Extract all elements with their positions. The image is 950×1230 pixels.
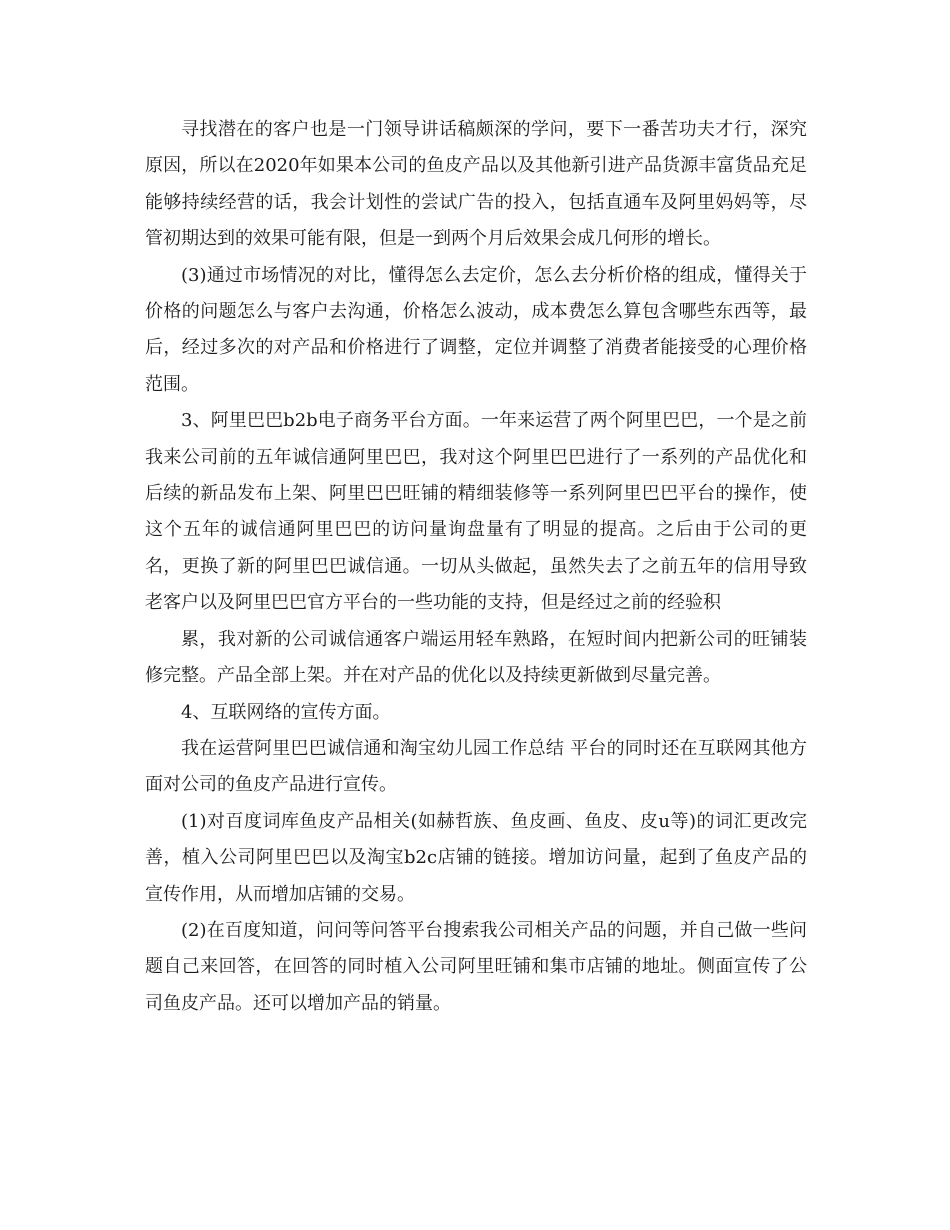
paragraph-baidu-lexicon: (1)对百度词库鱼皮产品相关(如赫哲族、鱼皮画、鱼皮、皮u等)的词汇更改完善，植入公司阿里巴巴以及淘宝b2c店铺的链接。增加访问量，起到了鱼皮产品的宣传作用，从而增加店铺的交易。 — [145, 810, 807, 905]
paragraph-new-storefront: 累，我对新的公司诚信通客户端运用轻车熟路，在短时间内把新公司的旺铺装修完整。产品全部上架。并在对产品的优化以及持续更新做到尽量完善。 — [145, 628, 807, 687]
paragraph-internet-promotion-heading: 4、互联网络的宣传方面。 — [181, 701, 391, 723]
paragraph-potential-customers: 寻找潜在的客户也是一门领导讲话稿颇深的学问，要下一番苦功夫才行，深究原因，所以在2020年如果本公司的鱼皮产品以及其他新引进产品货源丰富货品充足能够持续经营的话，我会计划性的尝试广告的投入，包括直通车及阿里妈妈等，尽管初期达到的效果可能有限，但是一到两个月后效果会成几何形的增长。 — [145, 119, 807, 250]
paragraph-other-channels: 我在运营阿里巴巴诚信通和淘宝幼儿园工作总结 平台的同时还在互联网其他方面对公司的鱼皮产品进行宣传。 — [145, 737, 807, 796]
document-body — [145, 112, 807, 1022]
paragraph-alibaba-b2b: 3、阿里巴巴b2b电子商务平台方面。一年来运营了两个阿里巴巴，一个是之前我来公司前的五年诚信通阿里巴巴，我对这个阿里巴巴进行了一系列的产品优化和后续的新品发布上架、阿里巴巴旺铺的精细装修等一系列阿里巴巴平台的操作，使这个五年的诚信通阿里巴巴的访问量询盘量有了明显的提高。之后由于公司的更名，更换了新的阿里巴巴诚信通。一切从头做起，虽然失去了之前五年的信用导致老客户以及阿里巴巴官方平台的一些功能的支持，但是经过之前的经验积 — [145, 410, 807, 614]
paragraph-baidu-zhidao: (2)在百度知道，问问等问答平台搜索我公司相关产品的问题，并自己做一些问题自己来回答，在回答的同时植入公司阿里旺铺和集市店铺的地址。侧面宣传了公司鱼皮产品。还可以增加产品的销量。 — [145, 919, 807, 1014]
paragraph-pricing: (3)通过市场情况的对比，懂得怎么去定价，怎么去分析价格的组成，懂得关于价格的问题怎么与客户去沟通，价格怎么波动，成本费怎么算包含哪些东西等，最后，经过多次的对产品和价格进行了调整，定位并调整了消费者能接受的心理价格范围。 — [145, 264, 807, 395]
